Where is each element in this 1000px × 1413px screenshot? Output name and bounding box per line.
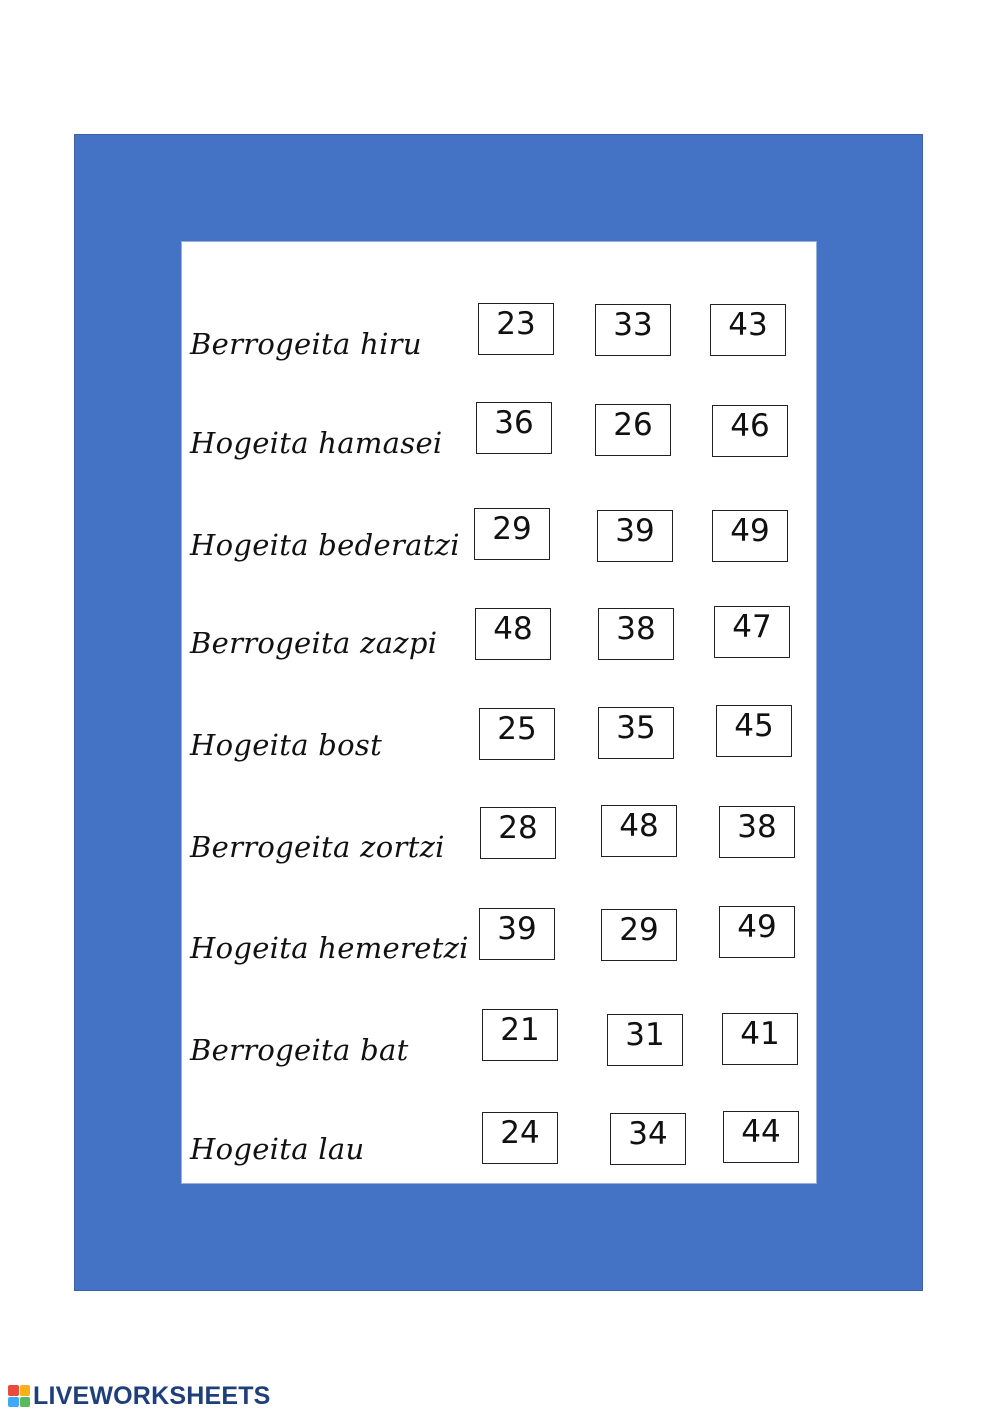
exercise-row-1: [182, 303, 816, 363]
answer-option-box[interactable]: 35: [598, 707, 674, 759]
number-word-label: Hogeita hamasei: [190, 426, 443, 460]
exercise-row-3: [182, 508, 816, 568]
answer-option-box[interactable]: 48: [475, 608, 551, 660]
exercise-row-4: [182, 606, 816, 666]
answer-option-box[interactable]: 29: [474, 508, 550, 560]
answer-option-box[interactable]: 39: [479, 908, 555, 960]
answer-option-box[interactable]: 38: [719, 806, 795, 858]
number-word-label: Berrogeita bat: [190, 1033, 409, 1067]
answer-option-box[interactable]: 38: [598, 608, 674, 660]
number-word-label: Hogeita bederatzi: [190, 528, 460, 562]
exercise-row-6: [182, 805, 816, 865]
worksheet: [181, 241, 817, 1184]
answer-option-box[interactable]: 31: [607, 1014, 683, 1066]
answer-option-box[interactable]: 41: [722, 1013, 798, 1065]
answer-option-box[interactable]: 45: [716, 705, 792, 757]
brand-name: LIVEWORKSHEETS: [33, 1381, 271, 1410]
answer-option-box[interactable]: 25: [479, 708, 555, 760]
number-word-label: Berrogeita zazpi: [190, 626, 438, 660]
number-word-label: Hogeita bost: [190, 728, 383, 762]
answer-option-box[interactable]: 23: [478, 303, 554, 355]
answer-option-box[interactable]: 34: [610, 1113, 686, 1165]
number-word-label: Hogeita lau: [190, 1132, 365, 1166]
answer-option-box[interactable]: 43: [710, 304, 786, 356]
answer-option-box[interactable]: 28: [480, 807, 556, 859]
answer-option-box[interactable]: 44: [723, 1111, 799, 1163]
answer-option-box[interactable]: 24: [482, 1112, 558, 1164]
answer-option-box[interactable]: 29: [601, 909, 677, 961]
exercise-row-9: [182, 1111, 816, 1171]
liveworksheets-logo-icon: [8, 1385, 30, 1407]
liveworksheets-logo[interactable]: [8, 1381, 271, 1411]
answer-option-box[interactable]: 48: [601, 805, 677, 857]
answer-option-box[interactable]: 21: [482, 1009, 558, 1061]
answer-option-box[interactable]: 46: [712, 405, 788, 457]
answer-option-box[interactable]: 39: [597, 510, 673, 562]
exercise-row-2: [182, 402, 816, 462]
answer-option-box[interactable]: 33: [595, 304, 671, 356]
answer-option-box[interactable]: 49: [712, 510, 788, 562]
answer-option-box[interactable]: 49: [719, 906, 795, 958]
number-word-label: Berrogeita zortzi: [190, 830, 445, 864]
answer-option-box[interactable]: 26: [595, 404, 671, 456]
exercise-row-7: [182, 906, 816, 966]
answer-option-box[interactable]: 36: [476, 402, 552, 454]
number-word-label: Hogeita hemeretzi: [190, 931, 469, 965]
exercise-row-8: [182, 1009, 816, 1069]
answer-option-box[interactable]: 47: [714, 606, 790, 658]
number-word-label: Berrogeita hiru: [190, 327, 422, 361]
exercise-row-5: [182, 704, 816, 764]
